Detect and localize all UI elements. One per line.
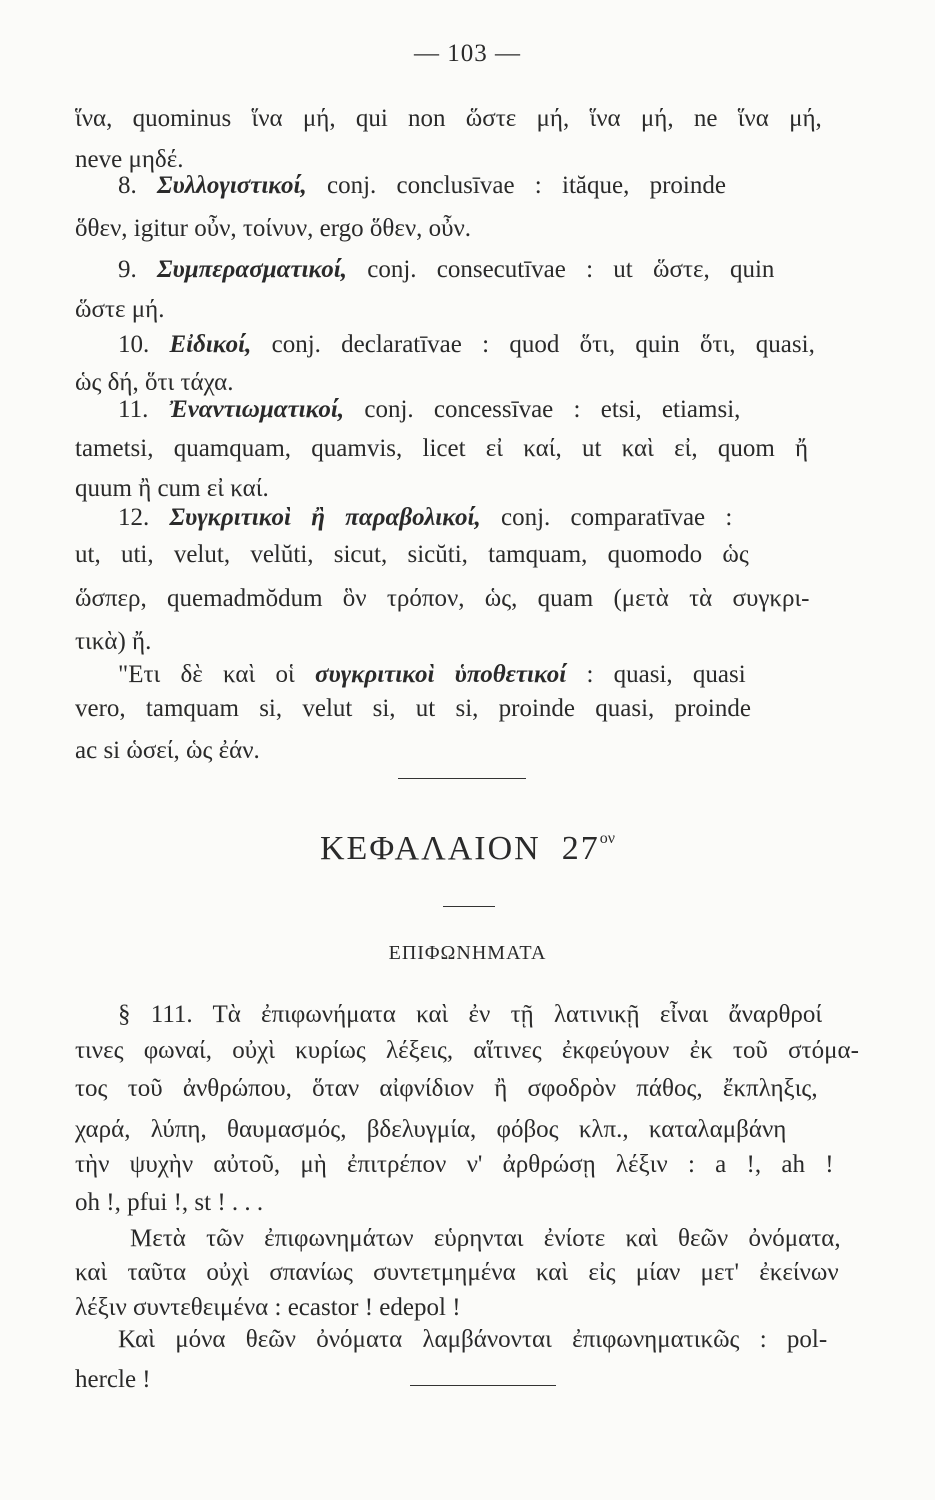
text-line <box>75 214 471 244</box>
line-text: καὶ ταῦτα οὐχὶ σπανίως συντετμημένα καὶ εἰς μίαν μετ' ἐκείνων <box>75 1259 839 1286</box>
text-line <box>75 104 822 134</box>
line-text: 11. <box>118 396 169 423</box>
text-line <box>118 1000 822 1030</box>
text-line <box>75 694 751 724</box>
chapter-title: ΚΕΦΑΛΑΙΟΝ <box>320 830 541 867</box>
text-line <box>75 627 151 657</box>
text-line <box>118 171 726 201</box>
text-line <box>75 584 810 614</box>
text-line <box>75 1258 839 1288</box>
line-text: ὅθεν, igitur οὖν, τοίνυν, ergo ὅθεν, οὖν. <box>75 215 472 242</box>
line-text: τὴν ψυχὴν αὐτοῦ, μὴ ἐπιτρέπον ν' ἀρθρώσῃ λέξιν : a !, ah ! <box>75 1151 834 1178</box>
text-line <box>118 255 774 285</box>
line-text: "Ετι δὲ καὶ οἱ <box>118 661 315 688</box>
text-line <box>75 540 749 570</box>
line-text: χαρά, λύπη, θαυμασμός, βδελυγμία, φόβος κλπ., καταλαμβάνη <box>75 1116 787 1143</box>
line-text: neve μηδέ. <box>75 146 184 173</box>
bold-term: Συμπερασματικοί, <box>157 256 347 283</box>
line-text: § 111. Τὰ ἐπιφωνήματα καὶ ἐν τῇ λατινικῇ εἶναι ἄναρθροί <box>118 1001 823 1028</box>
line-text: vero, tamquam si, velut si, ut si, proinde quasi, proinde <box>75 695 751 722</box>
end-rule <box>410 1385 556 1386</box>
line-text: tametsi, quamquam, quamvis, licet εἰ καί, ut καὶ εἰ, quom ἤ <box>75 435 809 462</box>
line-text: ὥστε μή. <box>75 296 165 323</box>
line-text: : quasi, quasi <box>566 661 746 688</box>
text-line <box>75 1115 786 1145</box>
text-line <box>75 1188 263 1218</box>
line-text: 12. <box>118 504 170 531</box>
line-text: conj. comparatīvae : <box>480 504 733 531</box>
text-line <box>75 1293 461 1323</box>
text-line <box>118 660 746 690</box>
line-text: ὥσπερ, quemadmŏdum ὃν τρόπον, ὡς, quam (μετὰ τὰ συγκρι- <box>75 585 810 612</box>
bold-term: Συλλογιστικοί, <box>157 172 307 199</box>
text-line <box>118 503 732 533</box>
chapter-number: 27 <box>561 830 600 867</box>
line-text: τινες φωναί, οὐχὶ κυρίως λέξεις, αἵτινες ἐκφεύγουν ἐκ τοῦ στόμα- <box>75 1037 859 1064</box>
line-text: τος τοῦ ἀνθρώπου, ὅταν αἰφνίδιον ἢ σφοδρὸν πάθος, ἔκπληξις, <box>75 1075 818 1102</box>
text-line <box>75 434 808 464</box>
line-text: conj. consecutīvae : ut ὥστε, quin <box>346 256 775 283</box>
line-text: Μετὰ τῶν ἐπιφωνημάτων εὑρηνται ἐνίοτε καὶ θεῶν ὀνόματα, <box>130 1225 841 1252</box>
line-text: 9. <box>118 256 157 283</box>
text-line <box>75 295 164 325</box>
text-line <box>118 395 740 425</box>
bold-term: Ἐναντιωματικοί, <box>168 396 345 423</box>
text-line <box>75 1365 151 1395</box>
line-text: ut, uti, velut, velŭti, sicut, sicŭti, tamquam, quomodo ὡς <box>75 541 749 568</box>
section-title: ΕΠΙΦΩΝΗΜΑΤΑ <box>388 942 547 964</box>
text-line <box>75 1036 859 1066</box>
line-text: ἵνα, quominus ἵνα μή, qui non ὥστε μή, ἵνα μή, ne ἵνα μή, <box>75 105 822 132</box>
line-text: oh !, pfui !, st ! . . . <box>75 1189 264 1216</box>
chapter-heading <box>0 830 935 868</box>
text-line <box>130 1224 841 1254</box>
text-line <box>75 368 234 398</box>
line-text: quum ἢ cum εἰ καί. <box>75 475 269 502</box>
chapter-suffix: ον <box>599 829 615 847</box>
bold-term: Εἰδικοί, <box>169 331 252 358</box>
line-text: 8. <box>118 172 157 199</box>
bold-term: Συγκριτικοὶ ἢ παραβολικοί, <box>169 504 481 531</box>
text-line <box>75 474 269 504</box>
chapter-divider-rule <box>443 906 495 907</box>
line-text: conj. concessīvae : etsi, etiamsi, <box>344 396 741 423</box>
line-text: hercle ! <box>75 1366 151 1393</box>
section-divider-rule <box>398 778 526 779</box>
text-line <box>118 330 815 360</box>
text-line <box>75 736 260 766</box>
text-line <box>118 1325 827 1355</box>
line-text: conj. conclusīvae : ităque, proinde <box>306 172 726 199</box>
page-number: — 103 — <box>414 40 521 67</box>
line-text: λέξιν συντεθειμένα : ecastor ! edepol ! <box>75 1294 461 1321</box>
bold-term: συγκριτικοὶ ὑποθετικοί <box>314 661 567 688</box>
text-line <box>75 1074 818 1104</box>
line-text: 10. <box>118 331 170 358</box>
line-text: τικὰ) ἤ. <box>75 628 152 655</box>
line-text: conj. declaratīvae : quod ὅτι, quin ὅτι, quasi, <box>251 331 815 358</box>
line-text: ὡς δή, ὅτι τάχα. <box>75 369 234 396</box>
line-text: ac si ὡσεί, ὡς ἐάν. <box>75 737 260 764</box>
text-line <box>75 1150 834 1180</box>
line-text: Καὶ μόνα θεῶν ὀνόματα λαμβάνονται ἐπιφωνηματικῶς : pol- <box>118 1326 828 1353</box>
